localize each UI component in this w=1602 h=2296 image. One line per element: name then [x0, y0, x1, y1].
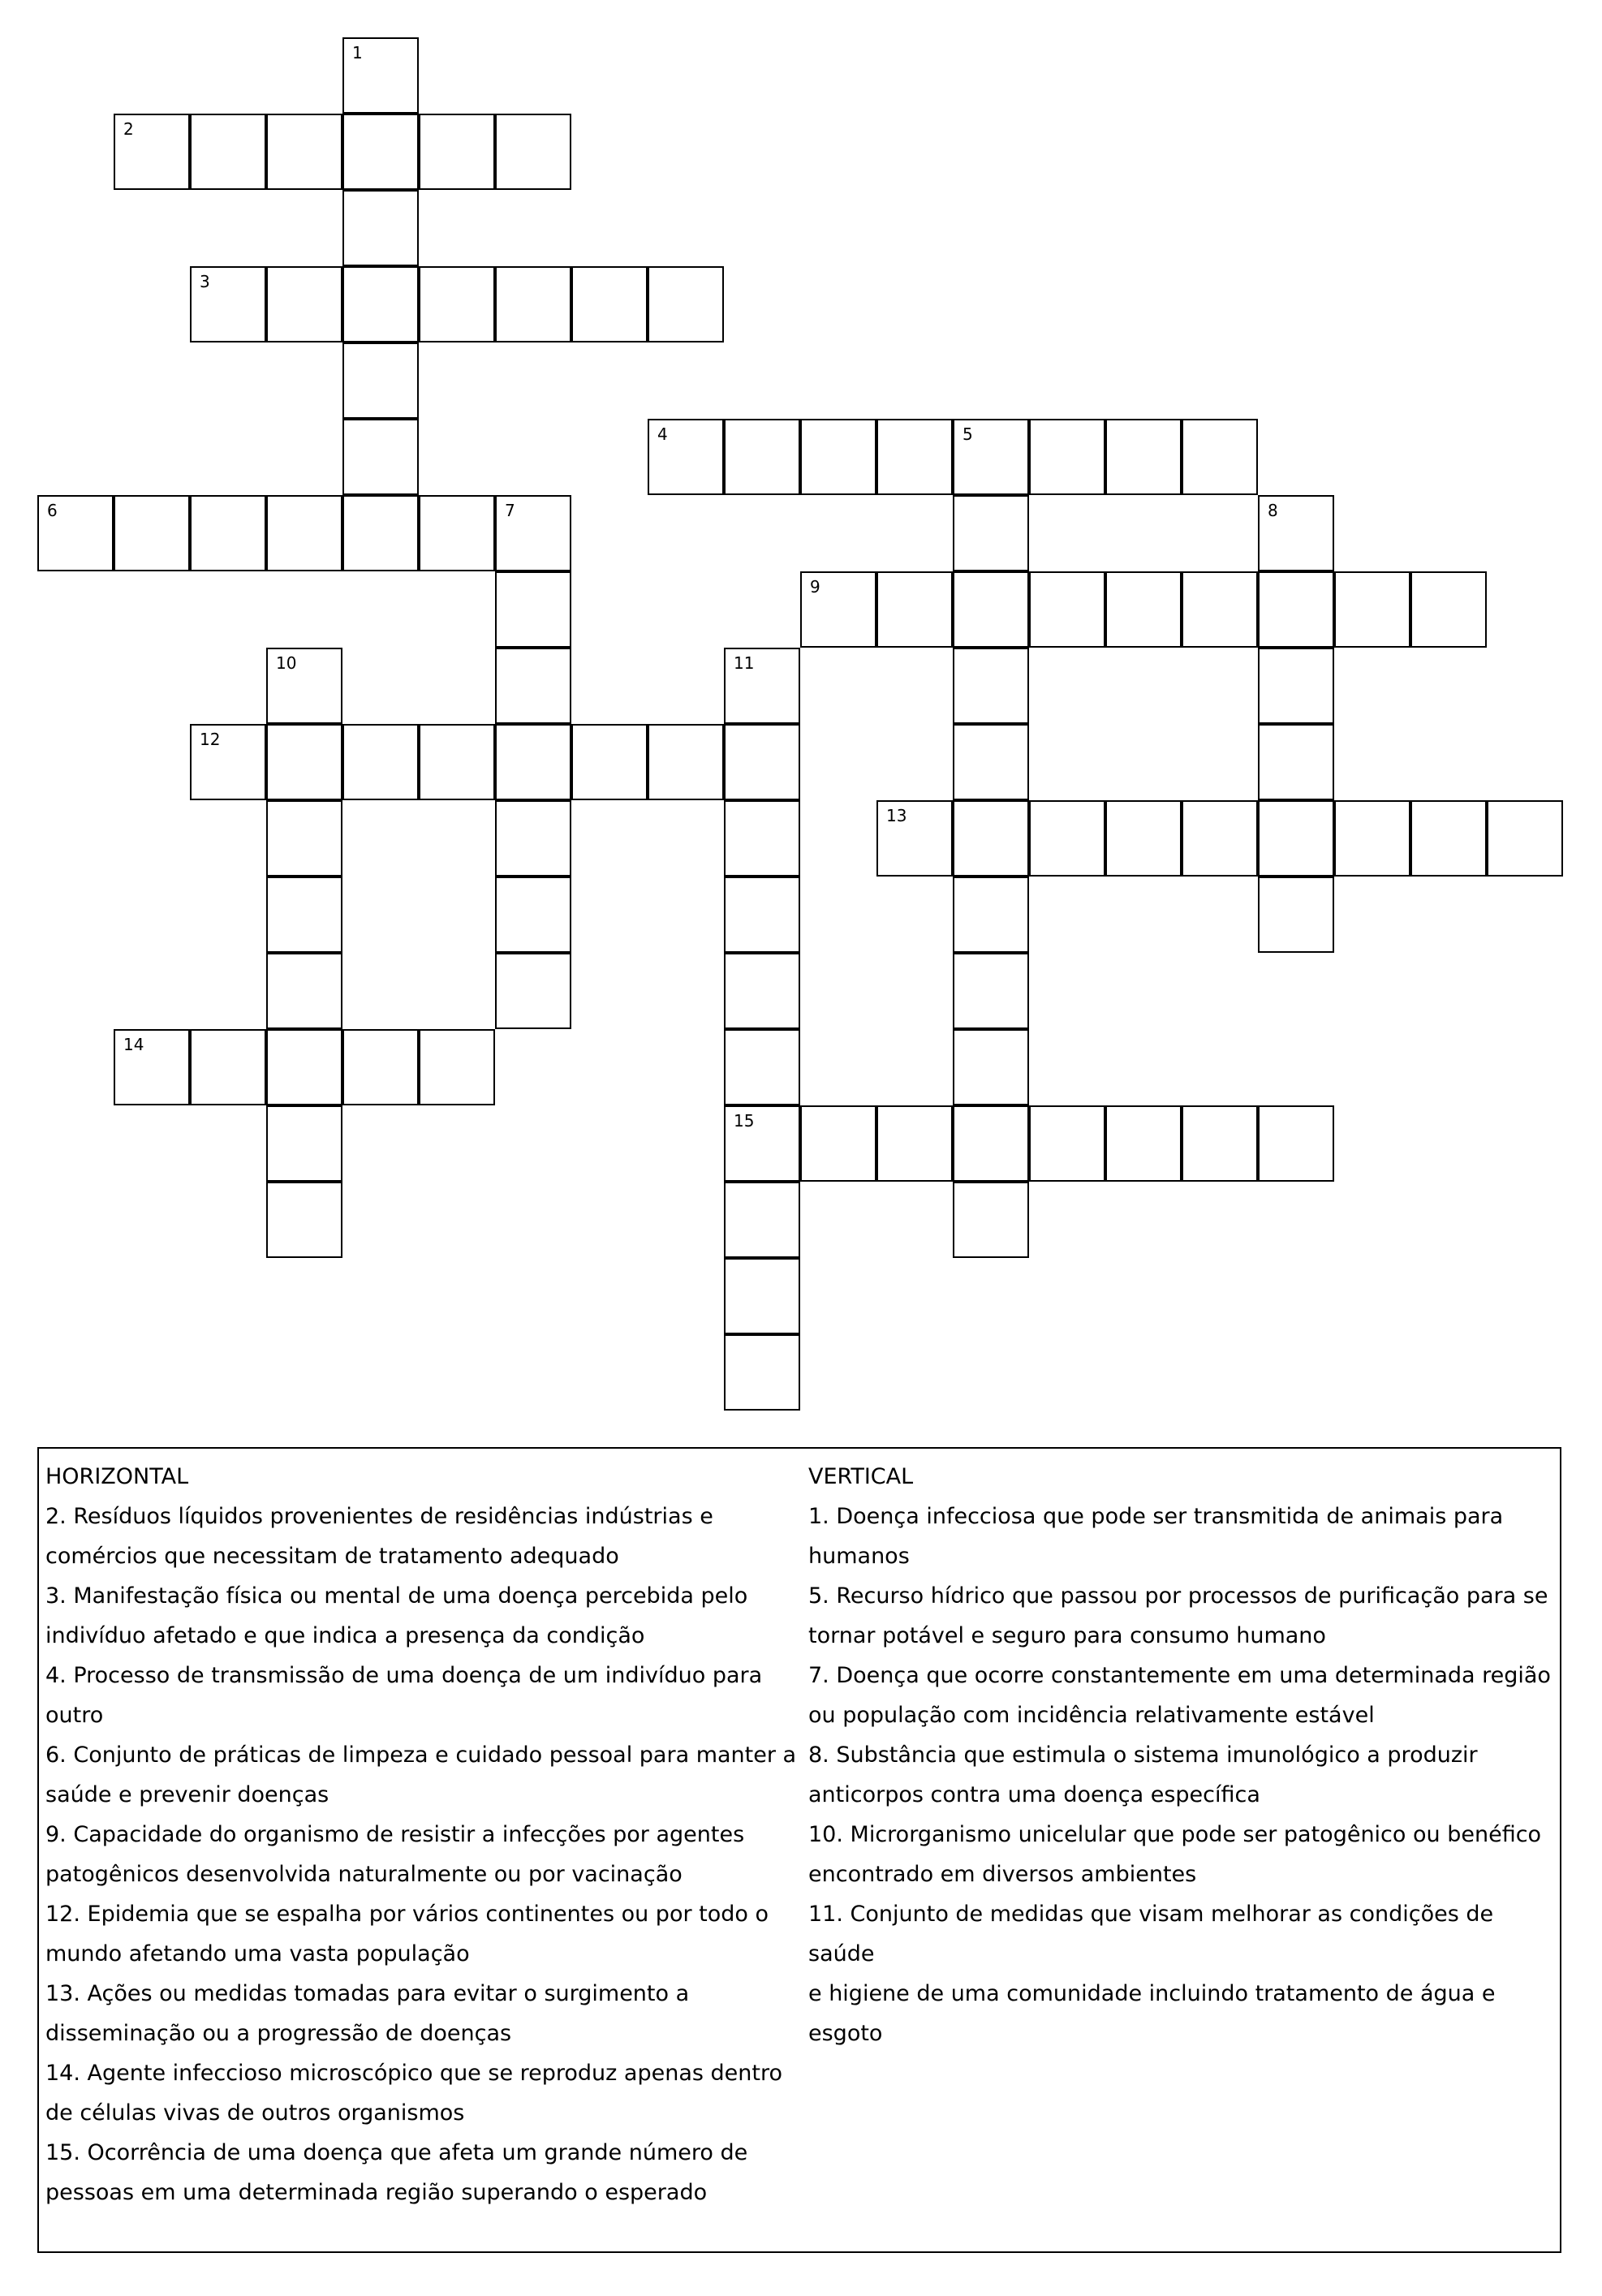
grid-cell[interactable]: [724, 1258, 800, 1334]
grid-cell[interactable]: [1258, 1105, 1334, 1182]
grid-cell[interactable]: [266, 495, 342, 571]
grid-cell[interactable]: [495, 800, 571, 877]
grid-cell[interactable]: [1029, 419, 1105, 495]
down-clues: [808, 1457, 1559, 2053]
grid-cell[interactable]: [953, 1105, 1029, 1182]
grid-cell[interactable]: [342, 342, 419, 419]
clue-line: 12. Epidemia que se espalha por vários continentes ou por todo o: [45, 1902, 769, 1927]
grid-cell[interactable]: [190, 114, 266, 190]
grid-cell[interactable]: [266, 648, 342, 724]
grid-cell[interactable]: [37, 495, 114, 571]
grid-cell[interactable]: [342, 190, 419, 266]
grid-cell[interactable]: [419, 266, 495, 342]
clue-number: 1: [352, 43, 363, 62]
grid-cell[interactable]: [648, 266, 724, 342]
grid-cell[interactable]: [1029, 571, 1105, 648]
clue-line: comércios que necessitam de tratamento adequado: [45, 1544, 619, 1569]
grid-cell[interactable]: [876, 419, 953, 495]
grid-cell[interactable]: [724, 953, 800, 1029]
grid-cell[interactable]: [1258, 724, 1334, 800]
grid-cell[interactable]: [724, 1182, 800, 1258]
grid-cell[interactable]: [342, 1029, 419, 1105]
grid-cell[interactable]: [419, 495, 495, 571]
clue-line: 7. Doença que ocorre constantemente em uma determinada região: [808, 1663, 1551, 1688]
grid-cell[interactable]: [342, 114, 419, 190]
clue-number: 12: [200, 730, 221, 749]
clue-line: disseminação ou a progressão de doenças: [45, 2021, 512, 2046]
grid-cell[interactable]: [495, 648, 571, 724]
grid-cell[interactable]: [1105, 419, 1182, 495]
grid-cell[interactable]: [1029, 800, 1105, 877]
clue-line: 15. Ocorrência de uma doença que afeta um grande número de: [45, 2140, 748, 2165]
grid-cell[interactable]: [876, 1105, 953, 1182]
grid-cell[interactable]: [1182, 800, 1258, 877]
clue-line: tornar potável e seguro para consumo humano: [808, 1623, 1326, 1648]
grid-cell[interactable]: [342, 419, 419, 495]
clue-line: 3. Manifestação física ou mental de uma doença percebida pelo: [45, 1583, 748, 1609]
clue-line: saúde e prevenir doenças: [45, 1782, 329, 1807]
grid-cell[interactable]: [724, 800, 800, 877]
grid-cell[interactable]: [342, 266, 419, 342]
grid-cell[interactable]: [724, 877, 800, 953]
grid-cell[interactable]: [800, 1105, 876, 1182]
grid-cell[interactable]: [1182, 1105, 1258, 1182]
grid-cell[interactable]: [1334, 800, 1410, 877]
clue-number: 6: [47, 501, 58, 520]
clue-line: 10. Microrganismo unicelular que pode ser patogênico ou benéfico: [808, 1822, 1542, 1847]
grid-cell[interactable]: [266, 800, 342, 877]
grid-cell[interactable]: [953, 1029, 1029, 1105]
grid-cell[interactable]: [495, 571, 571, 648]
grid-cell[interactable]: [876, 571, 953, 648]
clue-line: 9. Capacidade do organismo de resistir a infecções por agentes: [45, 1822, 745, 1847]
grid-cell[interactable]: [495, 877, 571, 953]
grid-cell[interactable]: [1105, 800, 1182, 877]
clue-line: encontrado em diversos ambientes: [808, 1862, 1197, 1887]
grid-cell[interactable]: [1410, 571, 1487, 648]
grid-cell[interactable]: [571, 266, 648, 342]
clue-line: patogênicos desenvolvida naturalmente ou por vacinação: [45, 1862, 683, 1887]
clue-line: de células vivas de outros organismos: [45, 2100, 465, 2126]
clue-line: 6. Conjunto de práticas de limpeza e cuidado pessoal para manter a: [45, 1742, 797, 1768]
clue-line: mundo afetando uma vasta população: [45, 1941, 470, 1966]
grid-cell[interactable]: [495, 724, 571, 800]
grid-cell[interactable]: [953, 419, 1029, 495]
clue-line: outro: [45, 1703, 104, 1728]
clue-number: 10: [276, 653, 297, 673]
clue-line: 2. Resíduos líquidos provenientes de residências indústrias e: [45, 1504, 713, 1529]
grid-cell[interactable]: [1258, 571, 1334, 648]
grid-cell[interactable]: [1258, 648, 1334, 724]
grid-cell[interactable]: [1105, 571, 1182, 648]
grid-cell[interactable]: [342, 724, 419, 800]
grid-cell[interactable]: [1182, 419, 1258, 495]
clue-number: 4: [657, 424, 668, 444]
clue-line: pessoas em uma determinada região superando o esperado: [45, 2180, 708, 2205]
grid-cell[interactable]: [190, 1029, 266, 1105]
grid-cell[interactable]: [495, 953, 571, 1029]
grid-cell[interactable]: [1105, 1105, 1182, 1182]
clue-line: 14. Agente infeccioso microscópico que se reproduz apenas dentro: [45, 2061, 783, 2086]
grid-cell[interactable]: [114, 1029, 190, 1105]
clue-line: e higiene de uma comunidade incluindo tratamento de água e esgoto: [808, 1981, 1496, 2046]
clue-line: indivíduo afetado e que indica a presença da condição: [45, 1623, 645, 1648]
grid-cell[interactable]: [724, 648, 800, 724]
clue-number: 15: [734, 1111, 755, 1131]
grid-cell[interactable]: [419, 724, 495, 800]
grid-cell[interactable]: [190, 724, 266, 800]
grid-cell[interactable]: [266, 266, 342, 342]
grid-cell[interactable]: [953, 648, 1029, 724]
grid-cell[interactable]: [953, 724, 1029, 800]
clue-line: 11. Conjunto de medidas que visam melhorar as condições de saúde: [808, 1902, 1494, 1966]
grid-cell[interactable]: [1334, 571, 1410, 648]
grid-cell[interactable]: [495, 266, 571, 342]
clue-line: anticorpos contra uma doença específica: [808, 1782, 1260, 1807]
clue-number: 9: [810, 577, 820, 597]
clue-line: 13. Ações ou medidas tomadas para evitar o surgimento a: [45, 1981, 690, 2006]
grid-cell[interactable]: [1258, 877, 1334, 953]
grid-cell[interactable]: [724, 1334, 800, 1411]
grid-cell[interactable]: [953, 495, 1029, 571]
grid-cell[interactable]: [342, 37, 419, 114]
grid-cell[interactable]: [724, 724, 800, 800]
grid-cell[interactable]: [190, 266, 266, 342]
clue-number: 8: [1268, 501, 1278, 520]
grid-cell[interactable]: [724, 1029, 800, 1105]
grid-cell[interactable]: [953, 1182, 1029, 1258]
grid-cell[interactable]: [266, 1029, 342, 1105]
across-clue-list: [45, 1497, 800, 2212]
grid-cell[interactable]: [800, 571, 876, 648]
grid-cell[interactable]: [342, 495, 419, 571]
grid-cell[interactable]: [724, 1105, 800, 1182]
grid-cell[interactable]: [190, 495, 266, 571]
grid-cell[interactable]: [114, 114, 190, 190]
grid-cell[interactable]: [571, 724, 648, 800]
grid-cell[interactable]: [1258, 495, 1334, 571]
grid-cell[interactable]: [495, 114, 571, 190]
grid-cell[interactable]: [648, 419, 724, 495]
down-clue-list: [808, 1497, 1559, 2053]
clue-line: 8. Substância que estimula o sistema imunológico a produzir: [808, 1742, 1478, 1768]
clue-number: 7: [505, 501, 515, 520]
grid-cell[interactable]: [953, 571, 1029, 648]
clue-line: 4. Processo de transmissão de uma doença de um indivíduo para: [45, 1663, 763, 1688]
grid-cell[interactable]: [1410, 800, 1487, 877]
grid-cell[interactable]: [648, 724, 724, 800]
grid-cell[interactable]: [266, 1105, 342, 1182]
grid-cell[interactable]: [953, 800, 1029, 877]
clues-panel: [37, 1447, 1561, 2253]
clue-line: 5. Recurso hídrico que passou por processos de purificação para se: [808, 1583, 1548, 1609]
clue-number: 13: [886, 806, 907, 825]
clue-number: 14: [123, 1035, 144, 1054]
grid-cell[interactable]: [114, 495, 190, 571]
clue-number: 5: [962, 424, 973, 444]
grid-cell[interactable]: [1258, 800, 1334, 877]
down-heading: VERTICAL: [808, 1464, 914, 1489]
grid-cell[interactable]: [266, 724, 342, 800]
grid-cell[interactable]: [1029, 1105, 1105, 1182]
clue-line: humanos: [808, 1544, 910, 1569]
grid-cell[interactable]: [419, 114, 495, 190]
grid-cell[interactable]: [800, 419, 876, 495]
across-clues: [45, 1457, 800, 2212]
clue-line: 1. Doença infecciosa que pode ser transmitida de animais para: [808, 1504, 1504, 1529]
across-heading: HORIZONTAL: [45, 1464, 189, 1489]
grid-cell[interactable]: [724, 419, 800, 495]
grid-cell[interactable]: [876, 800, 953, 877]
grid-cell[interactable]: [1487, 800, 1563, 877]
grid-cell[interactable]: [495, 495, 571, 571]
grid-cell[interactable]: [953, 877, 1029, 953]
grid-cell[interactable]: [419, 1029, 495, 1105]
grid-cell[interactable]: [266, 953, 342, 1029]
grid-cell[interactable]: [266, 114, 342, 190]
clue-line: ou população com incidência relativamente estável: [808, 1703, 1375, 1728]
grid-cell[interactable]: [1182, 571, 1258, 648]
clue-number: 3: [200, 272, 210, 291]
grid-cell[interactable]: [953, 953, 1029, 1029]
grid-cell[interactable]: [266, 1182, 342, 1258]
clue-number: 2: [123, 119, 134, 139]
clue-number: 11: [734, 653, 755, 673]
grid-cell[interactable]: [266, 877, 342, 953]
